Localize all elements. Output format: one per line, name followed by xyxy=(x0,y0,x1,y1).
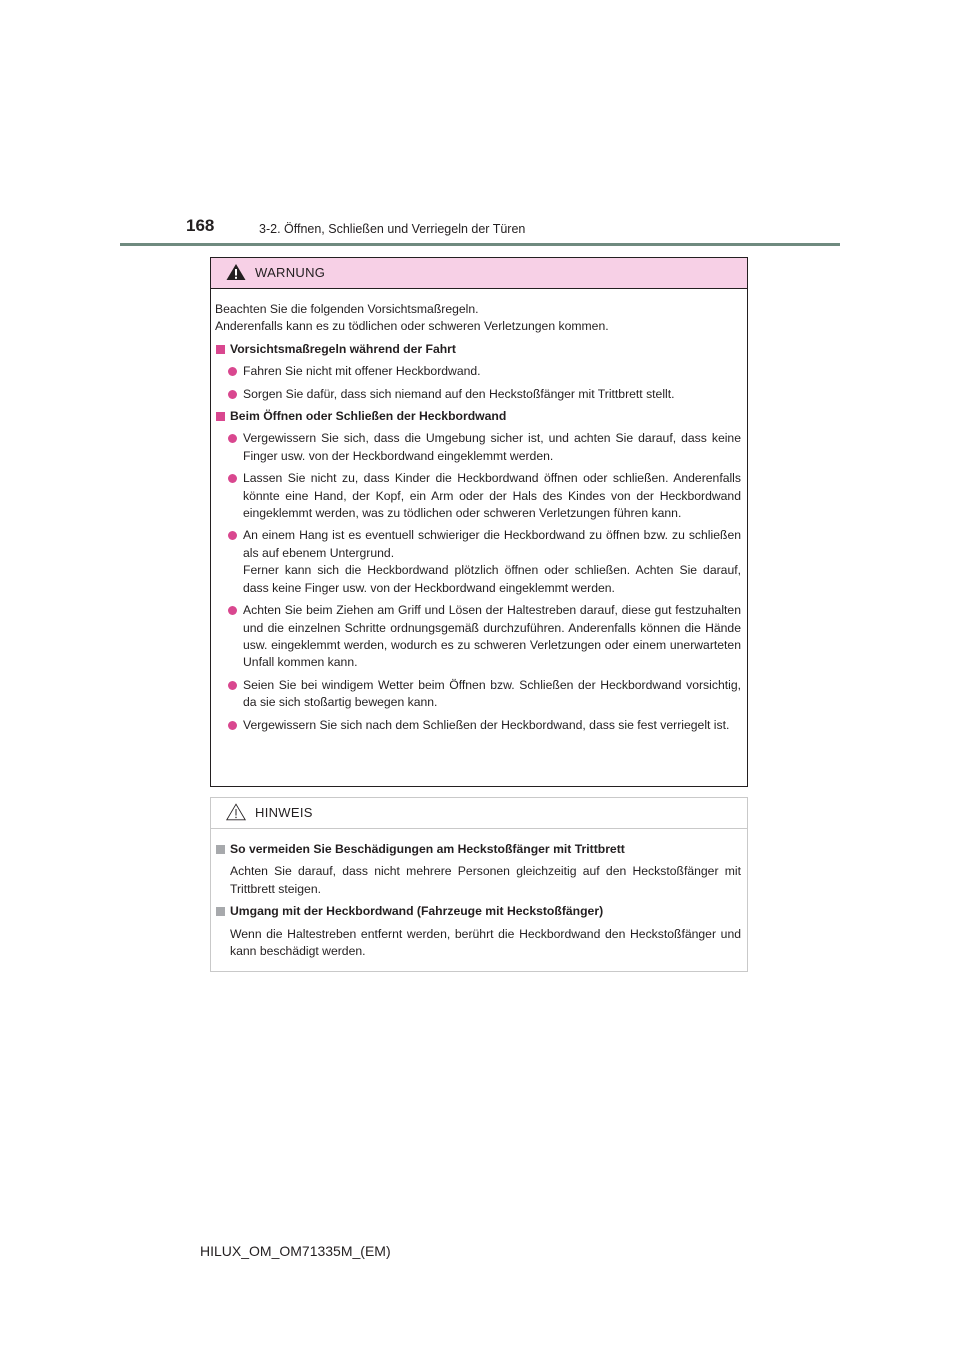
warning-bullet xyxy=(228,677,741,712)
bullet-text: Vergewissern Sie sich nach dem Schließen der Heckbordwand, dass sie fest verriegelt ist. xyxy=(243,717,730,732)
warning-bullet xyxy=(228,363,741,380)
warning-intro-line: Anderenfalls kann es zu tödlichen oder schweren Verletzungen kommen. xyxy=(215,319,609,334)
bullet-text-continuation: Ferner kann sich die Heckbordwand plötzlich öffnen oder schließen. Achten Sie darauf, dass keine Finger usw. von der Heckbordwand eingeklemmt werden. xyxy=(243,563,741,595)
warning-bullet xyxy=(228,717,741,734)
round-bullet-icon xyxy=(228,390,237,399)
bullet-text: Achten Sie beim Ziehen am Griff und Lösen der Haltestreben darauf, diese gut festzuhalten und die einzelnen Schritte ordnungsgemäß durchzuführen. Anderenfalls können die Hände usw. eingeklemmt werden, wodurch es zu schweren Verletzungen oder einem unerwarteten Unfall kommen kann. xyxy=(243,603,741,670)
section-title: 3-2. Öffnen, Schließen und Verriegeln der Türen xyxy=(259,222,526,236)
warning-label: WARNUNG xyxy=(255,265,326,280)
warning-intro xyxy=(215,301,741,336)
square-bullet-icon xyxy=(216,412,225,421)
footer-doc-code: HILUX_OM_OM71335M_(EM) xyxy=(200,1243,391,1259)
note-paragraph: Achten Sie darauf, dass nicht mehrere Personen gleichzeitig auf den Heckstoßfänger mit Trittbrett steigen. xyxy=(230,864,741,896)
bullet-text-block xyxy=(243,527,741,597)
note-content xyxy=(211,829,747,960)
warning-section-heading xyxy=(215,341,741,358)
round-bullet-icon xyxy=(228,681,237,690)
square-bullet-icon xyxy=(216,845,225,854)
bullet-text: Vergewissern Sie sich, dass die Umgebung sicher ist, und achten Sie darauf, dass keine Finger usw. von der Heckbordwand eingeklemmt werden. xyxy=(243,431,741,463)
bullet-text: Fahren Sie nicht mit offener Heckbordwand. xyxy=(243,364,481,379)
warning-intro-line: Beachten Sie die folgenden Vorsichtsmaßregeln. xyxy=(215,302,479,316)
round-bullet-icon xyxy=(228,367,237,376)
warning-bullet xyxy=(228,386,741,403)
warning-bullet xyxy=(228,527,741,597)
round-bullet-icon xyxy=(228,606,237,615)
note-paragraph: Wenn die Haltestreben entfernt werden, berührt die Heckbordwand den Heckstoßfänger und kann beschädigt werden. xyxy=(230,926,741,959)
bullet-text: Lassen Sie nicht zu, dass Kinder die Heckbordwand öffnen oder schließen. Anderenfalls könnte eine Hand, der Kopf, ein Arm oder der Hals des Kindes von der Heckbordwand eingeklemmt werden, was zu tödlichen oder schweren Verletzungen führen kann. xyxy=(243,471,741,521)
heading-text: Beim Öffnen oder Schließen der Heckbordwand xyxy=(230,409,507,424)
heading-text: Vorsichtsmaßregeln während der Fahrt xyxy=(230,341,456,356)
warning-bullet xyxy=(228,430,741,465)
note-section-heading xyxy=(215,841,741,858)
heading-text: So vermeiden Sie Beschädigungen am Heckstoßfänger mit Trittbrett xyxy=(230,842,625,856)
note-label: HINWEIS xyxy=(255,805,313,820)
warning-content xyxy=(211,289,747,734)
warning-header xyxy=(211,258,747,289)
warning-bullet xyxy=(228,602,741,672)
note-header xyxy=(211,798,747,829)
page-number: 168 xyxy=(186,216,215,235)
round-bullet-icon xyxy=(228,721,237,730)
warning-box xyxy=(210,257,748,787)
bullet-text: Seien Sie bei windigem Wetter beim Öffnen bzw. Schließen der Heckbordwand vorsichtig, da sie sich stoßartig bewegen kann. xyxy=(243,677,741,710)
note-section-heading xyxy=(215,903,741,920)
note-box xyxy=(210,797,748,972)
square-bullet-icon xyxy=(216,907,225,916)
warning-section-heading xyxy=(215,408,741,425)
heading-text: Umgang mit der Heckbordwand (Fahrzeuge mit Heckstoßfänger) xyxy=(230,904,604,919)
round-bullet-icon xyxy=(228,531,237,540)
round-bullet-icon xyxy=(228,434,237,443)
bullet-text: An einem Hang ist es eventuell schwieriger die Heckbordwand zu öffnen bzw. zu schließen als auf ebenem Untergrund. xyxy=(243,528,741,560)
round-bullet-icon xyxy=(228,474,237,483)
square-bullet-icon xyxy=(216,345,225,354)
header-rule xyxy=(120,243,840,246)
warning-triangle-icon xyxy=(226,263,246,281)
warning-bullet xyxy=(228,470,741,522)
caution-triangle-icon xyxy=(226,803,246,821)
bullet-text: Sorgen Sie dafür, dass sich niemand auf den Heckstoßfänger mit Trittbrett stellt. xyxy=(243,386,675,401)
